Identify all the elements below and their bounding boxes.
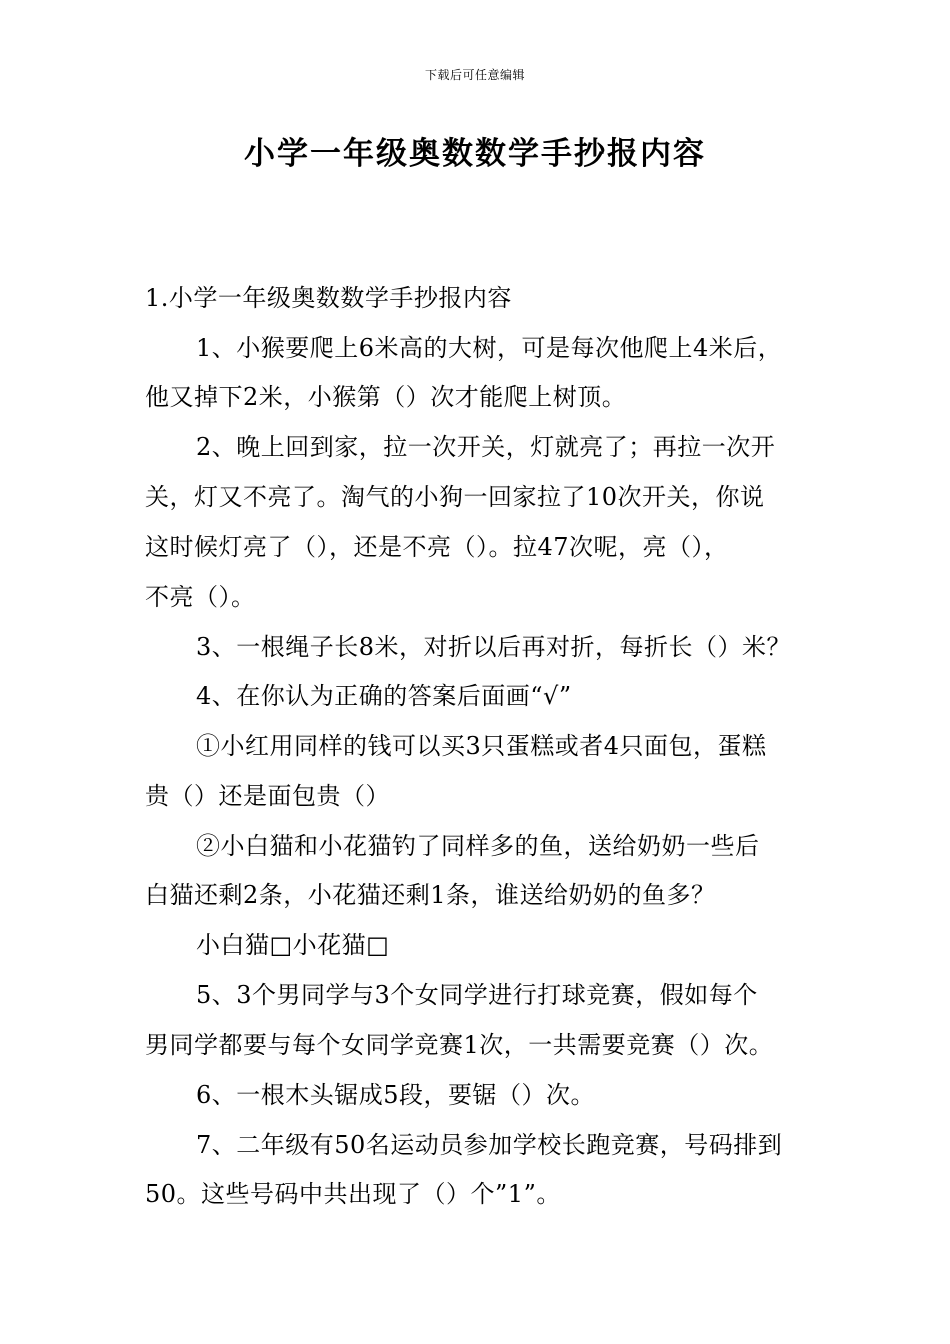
header-note: 下载后可任意编辑 [424,68,525,82]
question-2-line-4: 不亮（）。 [145,583,256,611]
question-2-line-3: 这时候灯亮了（），还是不亮（）。拉47次呢，亮（）， [145,533,729,561]
question-2-line-1: 2、晚上回到家，拉一次开关，灯就亮了；再拉一次开 [196,433,776,461]
question-4a-line-1: ①小红用同样的钱可以买3只蛋糕或者4只面包，蛋糕 [196,732,767,760]
question-4b-line-1: ②小白猫和小花猫钓了同样多的鱼，送给奶奶一些后 [196,832,760,860]
question-4b-line-2: 白猫还剩2条，小花猫还剩1条，谁送给奶奶的鱼多？ [145,881,716,909]
question-5-line-1: 5、3个男同学与3个女同学进行打球竞赛，假如每个 [196,981,758,1009]
question-7-line-1: 7、二年级有50名运动员参加学校长跑竞赛，号码排到 [196,1131,783,1159]
question-4-line: 4、在你认为正确的答案后面画“√” [196,682,572,710]
question-1-line-1: 1、小猴要爬上6米高的大树，可是每次他爬上4米后， [196,334,783,362]
question-3-line: 3、一根绳子长8米，对折以后再对折，每折长（）米？ [196,633,792,661]
question-1-line-2: 他又掉下2米，小猴第（）次才能爬上树顶。 [145,383,627,411]
question-5-line-2: 男同学都要与每个女同学竞赛1次，一共需要竞赛（）次。 [145,1031,774,1059]
question-7-line-2: 50。这些号码中共出现了（）个”1”。 [145,1180,561,1208]
question-4a-line-2: 贵（）还是面包贵（） [145,782,390,810]
question-6-line: 6、一根木头锯成5段，要锯（）次。 [196,1081,596,1109]
section-heading: 1.小学一年级奥数数学手抄报内容 [145,284,512,312]
question-4b-answer-line: 小白猫□小花猫□ [196,931,390,959]
document-title: 小学一年级奥数数学手抄报内容 [244,136,706,172]
question-2-line-2: 关，灯又不亮了。淘气的小狗一回家拉了10次开关，你说 [145,483,765,511]
